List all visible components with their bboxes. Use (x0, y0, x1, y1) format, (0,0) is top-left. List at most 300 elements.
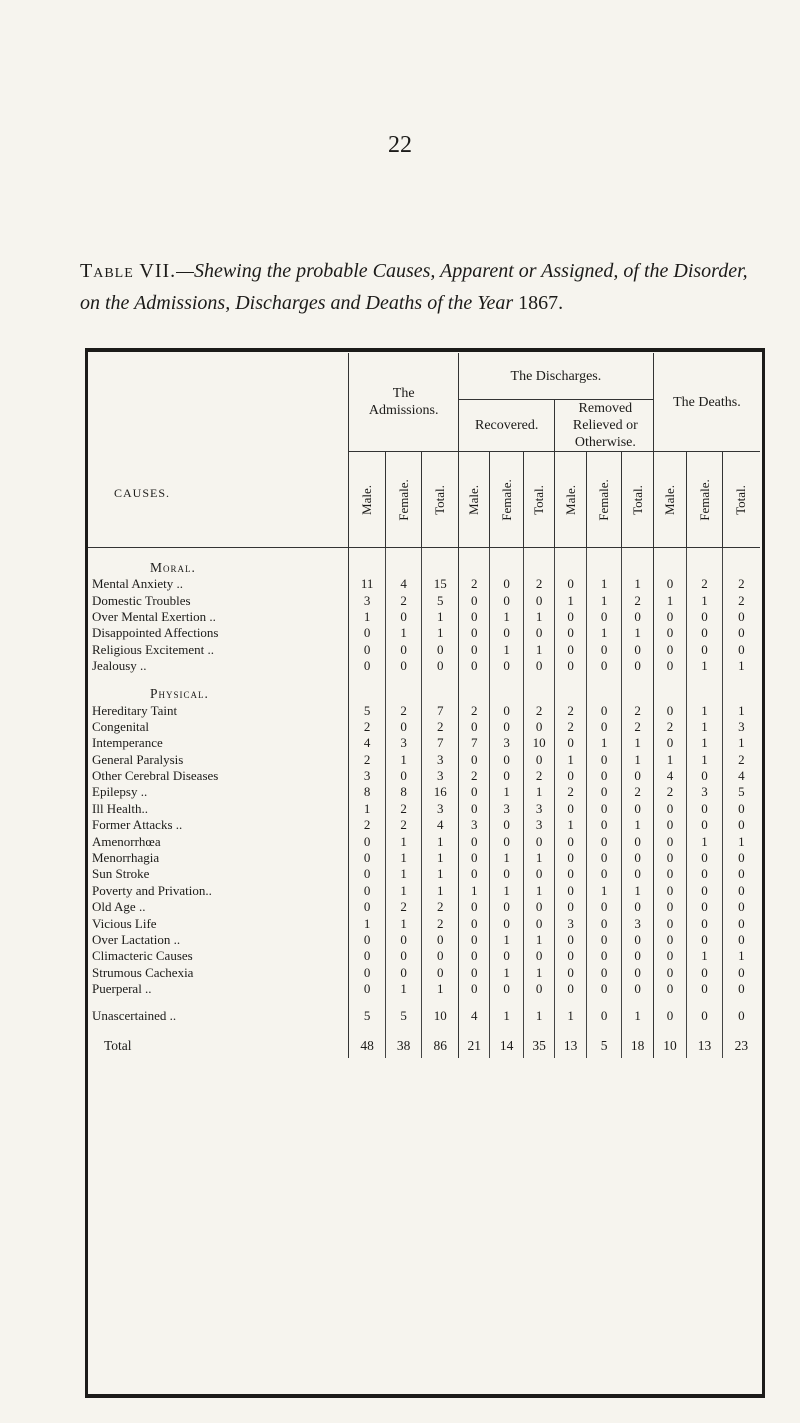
deaths-total-cell: 0 (722, 932, 760, 948)
spacer-cell (88, 997, 349, 1007)
admissions-female-cell: 0 (385, 965, 422, 981)
spacer-cell (385, 997, 422, 1007)
deaths-total-cell: 0 (722, 1007, 760, 1023)
admissions-male-cell: 0 (349, 866, 386, 882)
recovered-total-cell: 0 (523, 833, 554, 849)
removed-female-label: Female. (596, 478, 612, 521)
recovered-total-cell: 0 (523, 948, 554, 964)
removed-total-cell: 2 (622, 702, 653, 718)
removed-male-cell: 0 (555, 899, 586, 915)
removed-male-cell: 0 (555, 965, 586, 981)
removed-female-cell (586, 548, 622, 577)
admissions-total-cell: 2 (422, 915, 459, 931)
deaths-male-cell (653, 548, 686, 577)
recovered-total-label: Total. (531, 484, 547, 515)
table-top-border (85, 348, 765, 352)
deaths-total-cell: 23 (722, 1024, 760, 1058)
deaths-female-cell: 1 (687, 752, 723, 768)
cause-name: Menorrhagia (92, 850, 160, 866)
admissions-female-cell (385, 674, 422, 702)
deaths-male-header (653, 452, 686, 548)
recovered-male-cell: 7 (458, 735, 489, 751)
removed-male-cell: 0 (555, 948, 586, 964)
cause-name: Physical. (150, 686, 209, 702)
deaths-male-cell: 2 (653, 719, 686, 735)
removed-male-cell: 0 (555, 642, 586, 658)
admissions-total-cell: 3 (422, 768, 459, 784)
deaths-total-cell: 0 (722, 850, 760, 866)
section-heading-row (88, 674, 760, 702)
admissions-male-cell: 48 (349, 1024, 386, 1058)
deaths-male-cell: 0 (653, 965, 686, 981)
recovered-female-cell: 0 (490, 833, 523, 849)
recovered-female-cell: 0 (490, 981, 523, 997)
admissions-total-cell: 0 (422, 965, 459, 981)
removed-total-cell: 0 (622, 981, 653, 997)
admissions-female-cell: 0 (385, 932, 422, 948)
recovered-total-cell: 1 (523, 932, 554, 948)
recovered-male-cell: 0 (458, 784, 489, 800)
admissions-female-cell: 0 (385, 642, 422, 658)
table-row (88, 833, 760, 849)
recovered-female-cell: 3 (490, 735, 523, 751)
deaths-male-cell: 0 (653, 609, 686, 625)
removed-female-cell: 0 (586, 1007, 622, 1023)
table-body (88, 548, 760, 1058)
cause-name: Ill Health.. (92, 800, 148, 816)
recovered-female-cell: 1 (490, 1007, 523, 1023)
recovered-total-cell: 0 (523, 981, 554, 997)
removed-male-cell: 2 (555, 719, 586, 735)
removed-male-cell: 13 (555, 1024, 586, 1058)
removed-header (555, 400, 653, 452)
removed-total-cell (622, 674, 653, 702)
recovered-total-cell: 35 (523, 1024, 554, 1058)
deaths-male-cell: 0 (653, 948, 686, 964)
admissions-total-cell (422, 548, 459, 577)
cause-name: Mental Anxiety .. (92, 576, 183, 592)
admissions-male-cell: 2 (349, 752, 386, 768)
admissions-male-cell: 4 (349, 735, 386, 751)
removed-total-header (622, 452, 653, 548)
admissions-male-cell: 0 (349, 981, 386, 997)
removed-total-cell: 0 (622, 642, 653, 658)
deaths-male-cell: 10 (653, 1024, 686, 1058)
deaths-male-label: Male. (662, 484, 678, 515)
admissions-total-cell: 2 (422, 719, 459, 735)
admissions-female-header (385, 452, 422, 548)
removed-male-cell: 1 (555, 1007, 586, 1023)
admissions-female-cell: 4 (385, 576, 422, 592)
admissions-female-label: Female. (395, 478, 411, 521)
deaths-total-label: Total. (733, 484, 749, 515)
deaths-male-cell (653, 674, 686, 702)
deaths-female-cell: 0 (687, 768, 723, 784)
recovered-male-cell: 0 (458, 850, 489, 866)
table-row (88, 735, 760, 751)
admissions-male-cell: 0 (349, 899, 386, 915)
removed-female-cell: 0 (586, 609, 622, 625)
deaths-male-cell: 2 (653, 784, 686, 800)
removed-total-cell: 1 (622, 1007, 653, 1023)
recovered-male-label: Male. (466, 484, 482, 515)
recovered-female-cell: 0 (490, 899, 523, 915)
recovered-female-cell: 1 (490, 642, 523, 658)
spacer-cell (458, 997, 489, 1007)
cause-name: Disappointed Affections (92, 625, 219, 641)
recovered-male-cell: 0 (458, 658, 489, 674)
recovered-male-cell: 0 (458, 609, 489, 625)
spacer-cell (722, 997, 760, 1007)
deaths-total-cell: 1 (722, 658, 760, 674)
recovered-male-cell: 0 (458, 752, 489, 768)
recovered-total-cell: 0 (523, 658, 554, 674)
deaths-male-cell: 0 (653, 915, 686, 931)
recovered-female-cell: 1 (490, 932, 523, 948)
removed-male-cell: 0 (555, 609, 586, 625)
removed-male-cell: 2 (555, 784, 586, 800)
deaths-female-cell: 1 (687, 592, 723, 608)
removed-male-cell: 1 (555, 592, 586, 608)
admissions-male-cell: 0 (349, 965, 386, 981)
admissions-total-cell: 7 (422, 702, 459, 718)
cause-name: Unascertained .. (92, 1007, 177, 1023)
removed-male-cell: 0 (555, 576, 586, 592)
cause-name: Climacteric Causes (92, 948, 193, 964)
admissions-male-cell: 0 (349, 932, 386, 948)
recovered-female-cell: 1 (490, 965, 523, 981)
removed-total-cell: 2 (622, 719, 653, 735)
removed-male-cell: 0 (555, 658, 586, 674)
admissions-female-cell: 1 (385, 981, 422, 997)
deaths-total-cell: 0 (722, 965, 760, 981)
admissions-male-cell: 8 (349, 784, 386, 800)
deaths-male-cell: 0 (653, 801, 686, 817)
recovered-male-cell: 4 (458, 1007, 489, 1023)
spacer-cell (653, 997, 686, 1007)
removed-total-cell: 1 (622, 883, 653, 899)
deaths-female-cell (687, 548, 723, 577)
admissions-total-cell: 1 (422, 833, 459, 849)
recovered-male-cell: 0 (458, 965, 489, 981)
recovered-male-cell: 0 (458, 592, 489, 608)
removed-male-cell: 0 (555, 866, 586, 882)
removed-total-cell: 1 (622, 576, 653, 592)
deaths-total-cell: 1 (722, 735, 760, 751)
admissions-total-cell: 4 (422, 817, 459, 833)
discharges-header: The Discharges. (458, 353, 653, 400)
cause-name: Congenital (92, 718, 150, 734)
recovered-total-cell: 1 (523, 965, 554, 981)
removed-male-cell: 0 (555, 833, 586, 849)
admissions-total-cell (422, 674, 459, 702)
deaths-female-cell: 2 (687, 576, 723, 592)
deaths-male-cell: 4 (653, 768, 686, 784)
admissions-total-cell: 0 (422, 932, 459, 948)
section-heading-row (88, 548, 760, 577)
recovered-total-cell: 1 (523, 609, 554, 625)
deaths-male-cell: 0 (653, 735, 686, 751)
removed-male-cell: 0 (555, 735, 586, 751)
recovered-total-cell: 1 (523, 642, 554, 658)
recovered-total-cell: 1 (523, 1007, 554, 1023)
admissions-female-cell: 0 (385, 658, 422, 674)
admissions-total-cell: 1 (422, 883, 459, 899)
cause-name: Old Age .. (92, 899, 146, 915)
recovered-male-cell: 0 (458, 899, 489, 915)
cause-name: Hereditary Taint (92, 702, 178, 718)
recovered-total-cell: 3 (523, 817, 554, 833)
table-row (88, 576, 760, 592)
admissions-female-cell: 1 (385, 833, 422, 849)
deaths-male-cell: 1 (653, 592, 686, 608)
recovered-total-cell: 0 (523, 719, 554, 735)
removed-male-cell: 0 (555, 981, 586, 997)
cause-name: Sun Stroke (92, 866, 150, 882)
recovered-total-cell: 3 (523, 801, 554, 817)
removed-female-cell: 0 (586, 866, 622, 882)
spacer-cell (349, 997, 386, 1007)
deaths-total-cell: 0 (722, 915, 760, 931)
recovered-total-cell: 0 (523, 915, 554, 931)
recovered-total-cell: 0 (523, 866, 554, 882)
removed-female-cell: 0 (586, 719, 622, 735)
removed-female-cell: 0 (586, 752, 622, 768)
page-number: 22 (388, 132, 412, 158)
removed-total-cell: 2 (622, 592, 653, 608)
admissions-female-cell: 0 (385, 768, 422, 784)
admissions-total-cell: 2 (422, 899, 459, 915)
recovered-male-cell: 0 (458, 801, 489, 817)
removed-female-cell: 0 (586, 899, 622, 915)
spacer-cell (523, 997, 554, 1007)
table-row (88, 625, 760, 641)
removed-male-cell: 0 (555, 768, 586, 784)
admissions-male-cell (349, 548, 386, 577)
admissions-total-cell: 10 (422, 1007, 459, 1023)
removed-male-cell: 0 (555, 883, 586, 899)
removed-female-cell: 0 (586, 850, 622, 866)
table-row (88, 932, 760, 948)
deaths-female-cell: 0 (687, 932, 723, 948)
admissions-male-cell (349, 674, 386, 702)
recovered-female-cell: 0 (490, 719, 523, 735)
deaths-female-cell: 0 (687, 642, 723, 658)
recovered-total-cell (523, 674, 554, 702)
table-row (88, 784, 760, 800)
removed-male-cell: 1 (555, 817, 586, 833)
deaths-female-cell: 3 (687, 784, 723, 800)
table-row (88, 752, 760, 768)
deaths-male-cell: 0 (653, 625, 686, 641)
recovered-female-cell: 0 (490, 702, 523, 718)
removed-total-cell: 0 (622, 768, 653, 784)
recovered-male-cell: 0 (458, 625, 489, 641)
admissions-male-cell: 0 (349, 658, 386, 674)
recovered-total-cell: 1 (523, 784, 554, 800)
removed-female-cell: 0 (586, 817, 622, 833)
removed-female-cell: 0 (586, 981, 622, 997)
recovered-female-cell (490, 674, 523, 702)
admissions-male-cell: 2 (349, 719, 386, 735)
admissions-total-cell: 1 (422, 981, 459, 997)
admissions-female-cell: 1 (385, 883, 422, 899)
deaths-male-cell: 0 (653, 576, 686, 592)
spacer-cell (586, 997, 622, 1007)
deaths-male-cell: 0 (653, 883, 686, 899)
admissions-female-cell: 2 (385, 592, 422, 608)
caption-year: 1867. (518, 292, 564, 314)
deaths-female-cell: 1 (687, 719, 723, 735)
recovered-total-cell: 2 (523, 576, 554, 592)
recovered-male-cell: 1 (458, 883, 489, 899)
deaths-female-cell: 0 (687, 609, 723, 625)
deaths-total-cell: 0 (722, 817, 760, 833)
admissions-female-cell: 1 (385, 625, 422, 641)
table-row (88, 768, 760, 784)
recovered-male-cell: 3 (458, 817, 489, 833)
recovered-male-cell: 0 (458, 915, 489, 931)
admissions-total-cell: 1 (422, 850, 459, 866)
removed-female-cell: 1 (586, 883, 622, 899)
cause-name: Intemperance (92, 735, 163, 751)
recovered-female-cell: 1 (490, 609, 523, 625)
recovered-total-cell: 1 (523, 883, 554, 899)
admissions-total-cell: 1 (422, 866, 459, 882)
removed-female-cell: 0 (586, 784, 622, 800)
cause-name: General Paralysis (92, 751, 184, 767)
deaths-male-cell: 0 (653, 866, 686, 882)
recovered-female-cell: 1 (490, 883, 523, 899)
admissions-male-cell: 1 (349, 915, 386, 931)
removed-female-cell: 0 (586, 948, 622, 964)
spacer-cell (490, 997, 523, 1007)
deaths-total-header (722, 452, 760, 548)
removed-female-cell: 0 (586, 915, 622, 931)
admissions-female-cell (385, 548, 422, 577)
table-row (88, 658, 760, 674)
admissions-male-cell: 1 (349, 609, 386, 625)
recovered-male-cell: 0 (458, 833, 489, 849)
cause-name: Jealousy .. (92, 658, 147, 674)
deaths-male-cell: 0 (653, 658, 686, 674)
removed-male-cell: 0 (555, 932, 586, 948)
deaths-male-cell: 0 (653, 850, 686, 866)
deaths-total-cell: 2 (722, 752, 760, 768)
admissions-female-cell: 2 (385, 817, 422, 833)
removed-female-cell: 0 (586, 801, 622, 817)
admissions-header-label: The Admissions. (368, 386, 439, 418)
recovered-male-header (458, 452, 489, 548)
deaths-female-cell: 0 (687, 801, 723, 817)
deaths-male-cell: 0 (653, 642, 686, 658)
removed-male-cell: 3 (555, 915, 586, 931)
removed-total-cell (622, 548, 653, 577)
deaths-total-cell: 0 (722, 883, 760, 899)
deaths-male-cell: 0 (653, 981, 686, 997)
admissions-male-cell: 0 (349, 883, 386, 899)
admissions-male-cell: 5 (349, 702, 386, 718)
recovered-female-label: Female. (498, 478, 514, 521)
caption-title: —Shewing the probable Causes, Apparent or Assigned, of the Disorder, on the Admissions, Discharges and Deaths of the (80, 260, 748, 314)
removed-total-cell: 0 (622, 833, 653, 849)
removed-female-cell: 0 (586, 768, 622, 784)
admissions-male-cell: 0 (349, 625, 386, 641)
removed-total-cell: 0 (622, 609, 653, 625)
removed-female-cell: 0 (586, 658, 622, 674)
removed-total-label: Total. (629, 484, 645, 515)
admissions-female-cell: 5 (385, 1007, 422, 1023)
admissions-total-cell: 15 (422, 576, 459, 592)
deaths-female-cell: 0 (687, 625, 723, 641)
table-row (88, 719, 760, 735)
deaths-male-cell: 0 (653, 817, 686, 833)
recovered-female-cell: 0 (490, 866, 523, 882)
recovered-male-cell: 2 (458, 576, 489, 592)
table-row (88, 965, 760, 981)
deaths-total-cell: 4 (722, 768, 760, 784)
admissions-male-cell: 2 (349, 817, 386, 833)
removed-total-cell: 0 (622, 899, 653, 915)
deaths-female-cell: 1 (687, 658, 723, 674)
removed-total-cell: 1 (622, 625, 653, 641)
removed-male-cell: 0 (555, 850, 586, 866)
recovered-total-cell: 0 (523, 625, 554, 641)
admissions-female-cell: 3 (385, 735, 422, 751)
table-row (88, 850, 760, 866)
deaths-total-cell: 0 (722, 801, 760, 817)
unascertained-row (88, 1007, 760, 1023)
deaths-total-cell: 5 (722, 784, 760, 800)
deaths-female-cell: 1 (687, 735, 723, 751)
removed-male-cell (555, 674, 586, 702)
admissions-male-cell: 1 (349, 801, 386, 817)
recovered-female-cell: 0 (490, 752, 523, 768)
deaths-total-cell: 1 (722, 702, 760, 718)
admissions-female-cell: 1 (385, 866, 422, 882)
admissions-total-cell: 3 (422, 801, 459, 817)
admissions-male-cell: 0 (349, 642, 386, 658)
admissions-total-cell: 16 (422, 784, 459, 800)
recovered-total-cell: 0 (523, 592, 554, 608)
cause-name: Vicious Life (92, 915, 157, 931)
deaths-female-header (687, 452, 723, 548)
deaths-total-cell (722, 674, 760, 702)
cause-name: Total (104, 1037, 132, 1053)
deaths-female-cell: 0 (687, 899, 723, 915)
admissions-female-cell: 2 (385, 801, 422, 817)
deaths-total-cell: 0 (722, 899, 760, 915)
removed-female-cell: 0 (586, 642, 622, 658)
cause-name: Amenorrhœa (92, 833, 161, 849)
recovered-total-cell: 10 (523, 735, 554, 751)
table-row (88, 866, 760, 882)
table-row (88, 883, 760, 899)
recovered-male-cell (458, 674, 489, 702)
cause-name: Domestic Troubles (92, 592, 191, 608)
recovered-header: Recovered. (458, 400, 554, 452)
admissions-total-label: Total. (432, 484, 448, 515)
admissions-total-cell: 3 (422, 752, 459, 768)
recovered-female-cell: 0 (490, 915, 523, 931)
recovered-total-cell: 2 (523, 768, 554, 784)
table-bottom-border (85, 1394, 765, 1398)
deaths-total-cell: 0 (722, 642, 760, 658)
removed-female-cell: 0 (586, 702, 622, 718)
removed-total-cell: 1 (622, 735, 653, 751)
removed-total-cell: 0 (622, 948, 653, 964)
cause-name: Moral. (150, 560, 196, 575)
